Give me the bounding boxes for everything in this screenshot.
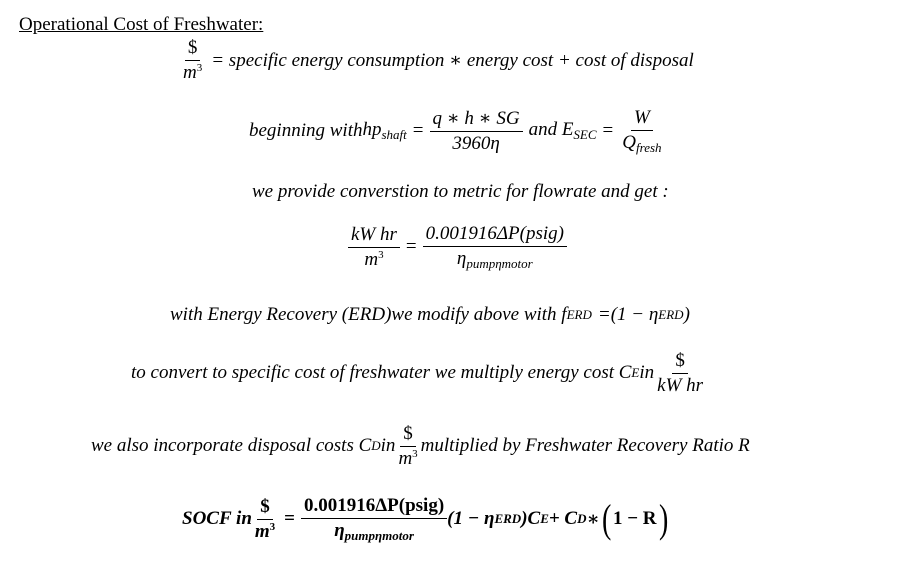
fraction-pressure	[301, 496, 447, 543]
fraction-denominator: η	[456, 247, 467, 269]
fraction-denominator: m	[398, 447, 413, 469]
subscript: fresh	[636, 139, 662, 155]
equation-hp-shaft	[249, 108, 665, 155]
subscript: SEC	[573, 127, 597, 143]
hp-symbol: hp	[362, 119, 382, 141]
fraction-numerator: $	[257, 497, 273, 520]
subscript: E	[631, 365, 640, 381]
subscript: pumpηmotor	[344, 527, 414, 543]
text-specific-cost	[131, 351, 706, 396]
text-body: ∗	[586, 508, 600, 530]
fraction-denominator: m	[364, 248, 379, 270]
equation-rhs: = specific energy consumption ∗ energy cost + cost of disposal	[211, 49, 694, 71]
text-body: =(1 − η	[597, 304, 659, 325]
text-body: to convert to specific cost of freshwater we multiply energy cost C	[131, 362, 632, 384]
fraction-numerator: $	[672, 351, 688, 374]
fraction-dollar-per-m3	[395, 424, 420, 469]
fraction-denominator: kW hr	[657, 374, 704, 396]
recovery-term: 1 − R	[612, 508, 657, 530]
subscript: ERD	[494, 511, 522, 527]
socf-label: SOCF in	[182, 508, 252, 530]
text-body: )	[683, 304, 690, 325]
text-body: )C	[521, 508, 541, 530]
text-body: multiplied by Freshwater Recovery Ratio R	[420, 435, 750, 457]
text-body: with Energy Recovery (ERD)we modify above with f	[170, 304, 567, 325]
fraction-denominator: 3960η	[452, 132, 500, 154]
fraction-numerator: 0.001916ΔP(psig)	[423, 224, 567, 247]
subscript: pumpηmotor	[466, 255, 533, 271]
fraction-numerator: kW hr	[348, 225, 400, 248]
equation-cost-definition	[180, 38, 694, 83]
text-body: + C	[548, 508, 578, 530]
subscript: shaft	[381, 127, 407, 143]
fraction-dollar-per-kwhr	[654, 351, 706, 396]
equation-kwhr-per-m3	[348, 224, 567, 271]
section-title: Operational Cost of Freshwater:	[19, 14, 264, 35]
fraction-numerator: $	[400, 424, 416, 447]
text-energy-recovery	[170, 304, 690, 326]
equation-socf	[182, 496, 670, 543]
fraction-numerator: 0.001916ΔP(psig)	[301, 496, 447, 519]
subscript: D	[371, 438, 381, 454]
subscript: E	[540, 511, 549, 527]
text-body: we also incorporate disposal costs C	[91, 435, 372, 457]
superscript: 3	[412, 447, 418, 460]
fraction-pressure	[423, 224, 567, 271]
text-disposal-cost	[91, 424, 750, 469]
fraction-denominator: m	[183, 61, 197, 83]
erd-factor: (1 − η	[447, 508, 495, 530]
fraction-denominator: η	[334, 519, 345, 541]
subscript: ERD	[658, 307, 684, 322]
fraction-dollar-per-m3	[252, 497, 278, 542]
superscript: 3	[196, 61, 203, 74]
text-body: in	[639, 362, 655, 384]
equals-sign: =	[412, 120, 424, 142]
fraction-denominator: Q	[622, 131, 636, 153]
text-body: in	[380, 435, 396, 457]
text-lead: beginning with	[249, 120, 363, 142]
subscript: D	[577, 511, 587, 527]
superscript: 3	[269, 520, 276, 533]
superscript: 3	[378, 248, 384, 261]
equals-sign: =	[405, 236, 417, 258]
fraction-dollar-per-m3	[180, 38, 205, 83]
fraction-numerator: q ∗ h ∗ SG	[430, 109, 523, 132]
fraction-numerator: W	[631, 108, 653, 131]
fraction-denominator: m	[254, 520, 270, 542]
right-paren: )	[658, 496, 668, 542]
subscript: ERD	[566, 307, 592, 322]
fraction-numerator: $	[185, 38, 201, 61]
fraction-hp	[430, 109, 523, 154]
equals-sign: =	[284, 508, 295, 530]
left-paren: (	[601, 496, 611, 542]
text-metric-conversion: we provide converstion to metric for flowrate and get :	[252, 181, 669, 202]
text-and: and E	[528, 119, 574, 141]
equals-sign: =	[602, 120, 614, 142]
fraction-kwhr-m3	[348, 225, 400, 270]
fraction-esec	[619, 108, 664, 155]
